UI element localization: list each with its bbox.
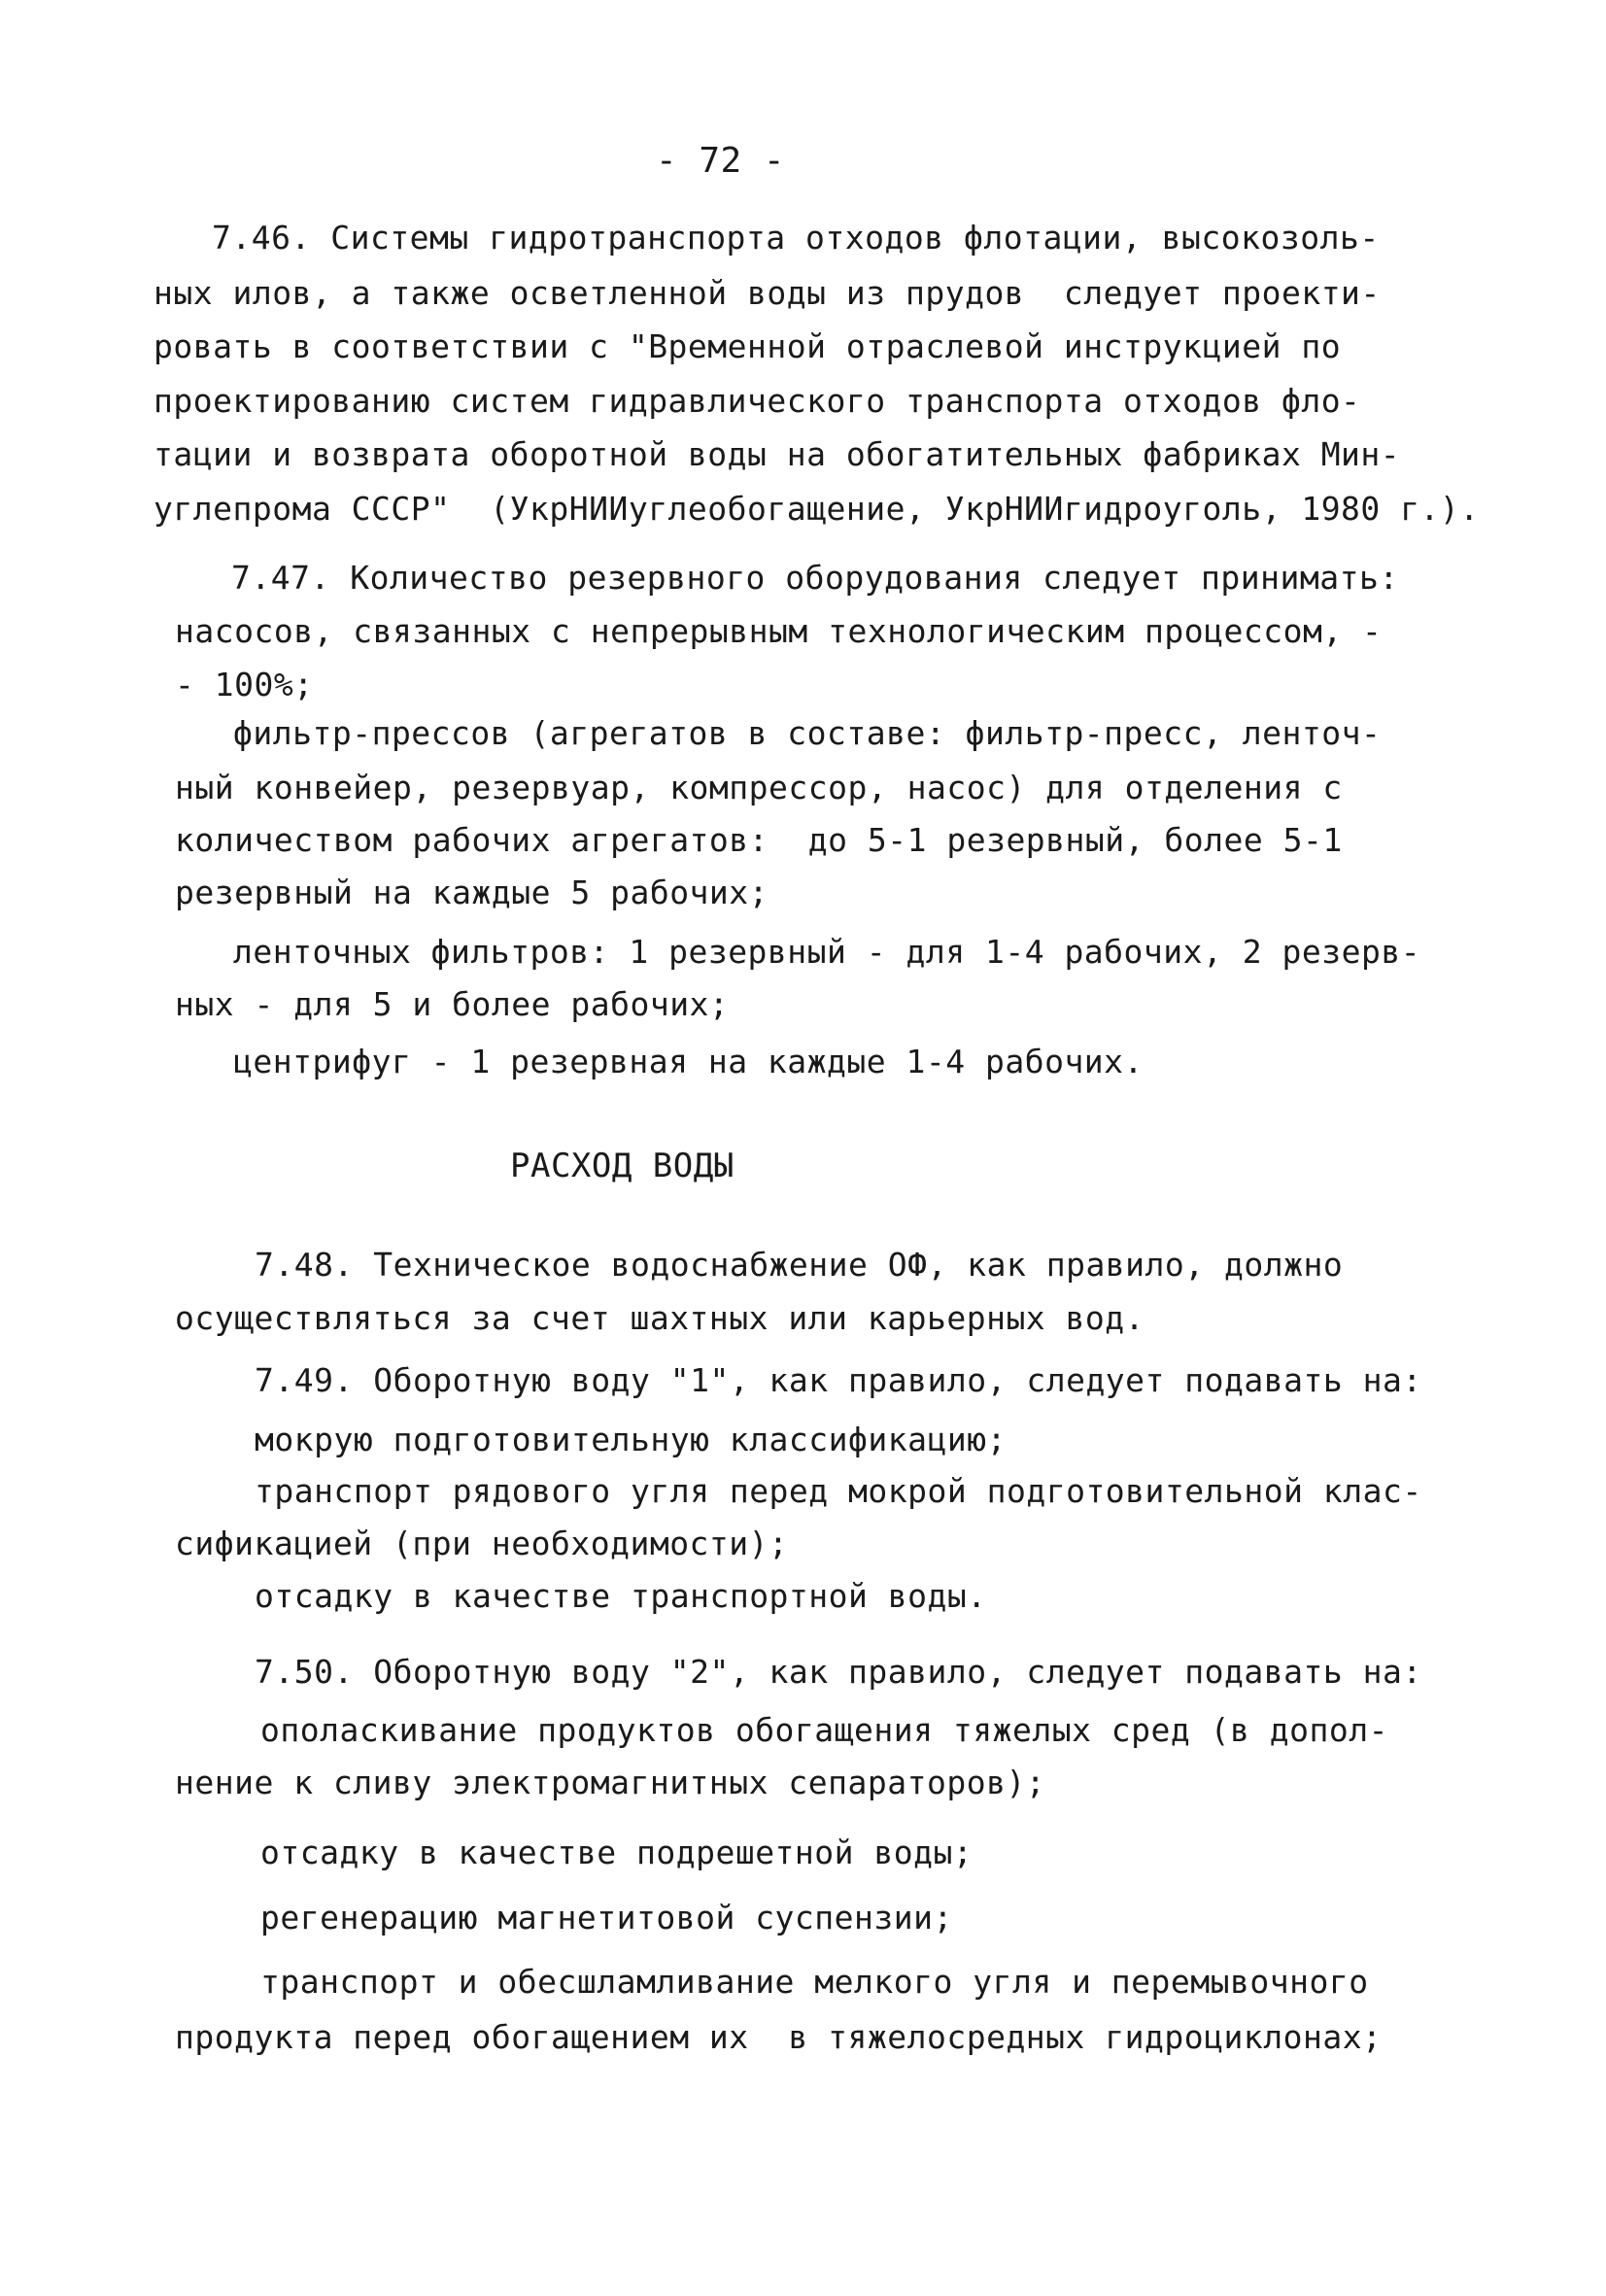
filter-press-line: количеством рабочих агрегатов: до 5-1 резервный, более 5-1 (175, 821, 1343, 859)
paragraph-7-50-line: транспорт и обесшламливание мелкого угля и перемывочного (260, 1963, 1369, 2001)
filter-press-line: фильтр-прессов (агрегатов в составе: фильтр-пресс, ленточ- (233, 714, 1382, 752)
paragraph-7-46-line: ных илов, а также осветленной воды из прудов следует проекти- (154, 274, 1381, 312)
paragraph-7-50-line: ополаскивание продуктов обогащения тяжелых сред (в допол- (260, 1711, 1388, 1749)
paragraph-7-50-line: нение к сливу электромагнитных сепараторов); (175, 1764, 1046, 1801)
paragraph-7-47-line: - 100%; (175, 666, 314, 703)
paragraph-7-50-line: продукта перед обогащением их в тяжелосредных гидроциклонах; (175, 2018, 1383, 2056)
section-heading: РАСХОД ВОДЫ (510, 1147, 735, 1185)
paragraph-7-46-line: ровать в соответствии с "Временной отраслевой инструкцией по (154, 327, 1342, 365)
paragraph-7-46-line: углепрома СССР" (УкрНИИуглеобогащение, УкрНИИгидроуголь, 1980 г.). (154, 490, 1480, 528)
centrifuge-line: центрифуг - 1 резервная на каждые 1-4 рабочих. (233, 1043, 1144, 1080)
paragraph-7-47-line: насосов, связанных с непрерывным технологическим процессом, - (175, 612, 1383, 650)
paragraph-7-50-line: регенерацию магнетитовой суспензии; (260, 1899, 953, 1936)
filter-press-line: ный конвейер, резервуар, компрессор, насос) для отделения с (175, 769, 1343, 806)
paragraph-7-49-line: мокрую подготовительную классификацию; (255, 1421, 1007, 1458)
belt-filter-line: ленточных фильтров: 1 резервный - для 1-4 рабочих, 2 резерв- (233, 933, 1421, 971)
paragraph-7-50-line: 7.50. Оборотную воду "2", как правило, следует подавать на: (255, 1653, 1422, 1691)
filter-press-line: резервный на каждые 5 рабочих; (175, 874, 769, 911)
paragraph-7-46-line: тации и возврата оборотной воды на обогатительных фабриках Мин- (154, 435, 1401, 473)
paragraph-7-46-line: 7.46. Системы гидротранспорта отходов флотации, высокозоль- (212, 219, 1380, 257)
paragraph-7-46-line: проектированию систем гидравлического транспорта отходов фло- (154, 382, 1361, 420)
paragraph-7-49-line: сификацией (при необходимости); (175, 1525, 789, 1562)
paragraph-7-49-line: транспорт рядового угля перед мокрой подготовительной клас- (255, 1472, 1422, 1510)
paragraph-7-48-line: осуществляться за счет шахтных или карьерных вод. (175, 1299, 1145, 1337)
page-number: - 72 - (656, 141, 786, 181)
paragraph-7-49-line: 7.49. Оборотную воду "1", как правило, следует подавать на: (255, 1361, 1422, 1399)
belt-filter-line: ных - для 5 и более рабочих; (175, 985, 730, 1023)
paragraph-7-49-line: отсадку в качестве транспортной воды. (255, 1577, 987, 1615)
paragraph-7-50-line: отсадку в качестве подрешетной воды; (260, 1833, 974, 1871)
paragraph-7-47-line: 7.47. Количество резервного оборудования следует принимать: (231, 559, 1399, 597)
paragraph-7-48-line: 7.48. Техническое водоснабжение ОФ, как правило, должно (255, 1246, 1344, 1284)
